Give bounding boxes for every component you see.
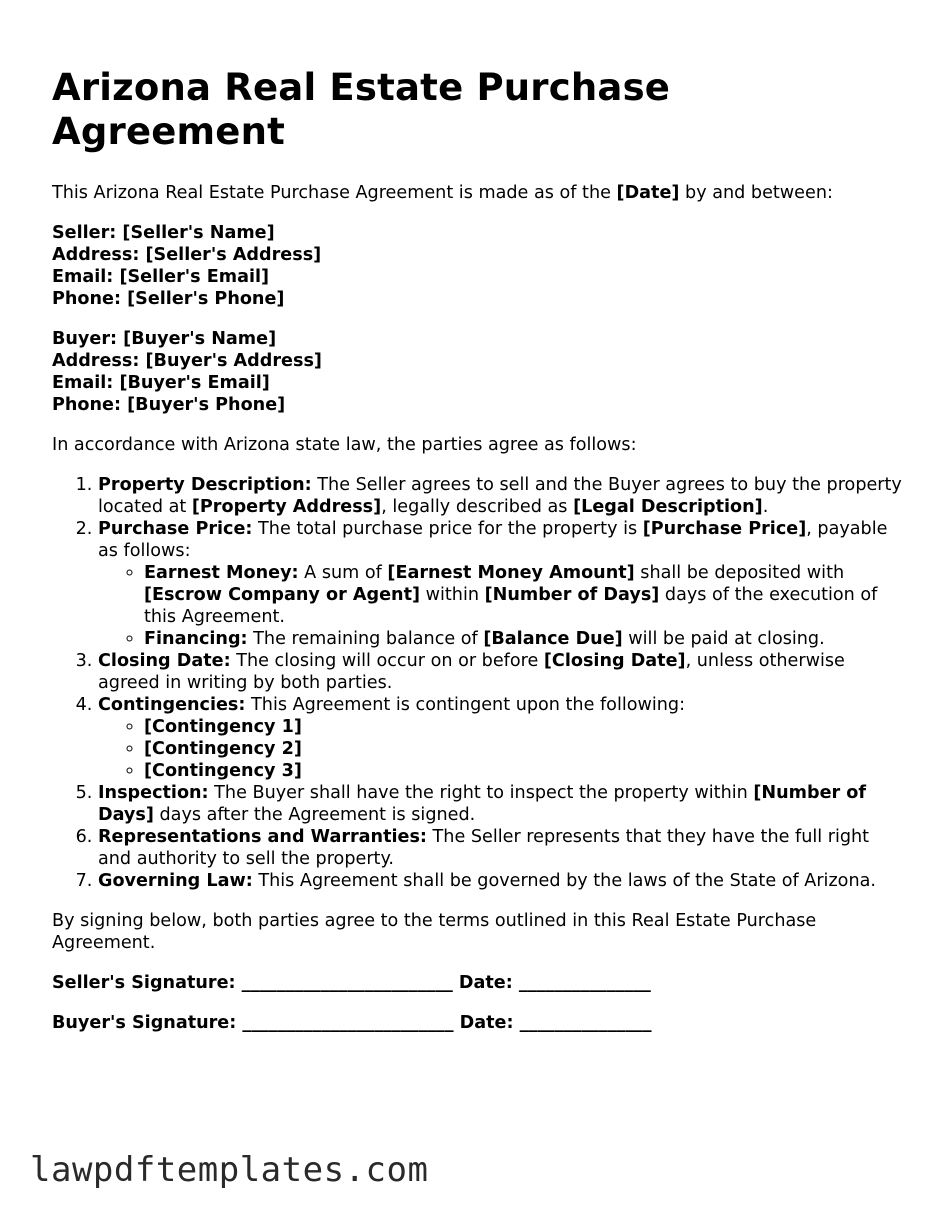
seller-email: Email: [Seller's Email] <box>52 267 270 287</box>
buyer-name: Buyer: [Buyer's Name] <box>52 329 277 349</box>
buyer-email: Email: [Buyer's Email] <box>52 373 270 393</box>
term-property-description: 1. Property Description: The Seller agrees to sell and the Buyer agrees to buy the property located at [Property Address], legally described as [Legal Description]. <box>98 474 902 518</box>
term-contingencies: 4. Contingencies: This Agreement is contingent upon the following: ◦ [Contingency 1] ◦ [Contingency 2] ◦ [Contingency 3] <box>98 694 902 782</box>
buyer-address: Address: [Buyer's Address] <box>52 351 322 371</box>
seller-signature-line: Seller's Signature: ________________________ Date: _______________ <box>52 973 651 993</box>
document <box>52 66 902 1034</box>
document-title: Arizona Real Estate Purchase Agreement <box>52 66 671 153</box>
term-closing-date: 3. Closing Date: The closing will occur on or before [Closing Date], unless otherwise agreed in writing by both parties. <box>98 650 902 694</box>
agreement-date-placeholder: [Date] <box>616 183 680 203</box>
terms-lead: In accordance with Arizona state law, the parties agree as follows: <box>52 435 637 455</box>
earnest-money-item: ◦ Earnest Money: A sum of [Earnest Money Amount] shall be deposited with [Escrow Company or Agent] within [Number of Days] days of the execution of this Agreement. <box>144 562 902 628</box>
buyer-signature-line: Buyer's Signature: ________________________ Date: _______________ <box>52 1013 652 1033</box>
contingency-item: ◦ [Contingency 3] <box>144 760 902 782</box>
buyer-phone: Phone: [Buyer's Phone] <box>52 395 286 415</box>
seller-address: Address: [Seller's Address] <box>52 245 322 265</box>
seller-name: Seller: [Seller's Name] <box>52 223 275 243</box>
seller-phone: Phone: [Seller's Phone] <box>52 289 285 309</box>
term-purchase-price: 2. Purchase Price: The total purchase price for the property is [Purchase Price], payable as follows: ◦ Earnest Money: A sum of [Earnest Money Amount] shall be deposited with [Escrow Company or Agent] within [Number of Days] days of the execution of this Agreement. ◦ Financing: The remaining balance of [Balance Due] will be paid at closing. <box>98 518 902 650</box>
financing-item: ◦ Financing: The remaining balance of [Balance Due] will be paid at closing. <box>144 628 902 650</box>
seller-info <box>52 222 902 310</box>
closing-paragraph: By signing below, both parties agree to the terms outlined in this Real Estate Purchase Agreement. <box>52 911 817 953</box>
term-representations-warranties: 6. Representations and Warranties: The Seller represents that they have the full right and authority to sell the property. <box>98 826 902 870</box>
contingency-list <box>98 716 902 782</box>
terms-list <box>52 474 902 892</box>
term-inspection: 5. Inspection: The Buyer shall have the right to inspect the property within [Number of Days] days after the Agreement is signed. <box>98 782 902 826</box>
contingency-item: ◦ [Contingency 2] <box>144 738 902 760</box>
watermark: lawpdftemplates.com <box>30 1150 429 1190</box>
intro-paragraph: This Arizona Real Estate Purchase Agreement is made as of the [Date] by and between: <box>52 183 833 203</box>
buyer-info <box>52 328 902 416</box>
term-governing-law: 7. Governing Law: This Agreement shall be governed by the laws of the State of Arizona. <box>98 870 902 892</box>
payment-terms-list <box>98 562 902 650</box>
contingency-item: ◦ [Contingency 1] <box>144 716 902 738</box>
